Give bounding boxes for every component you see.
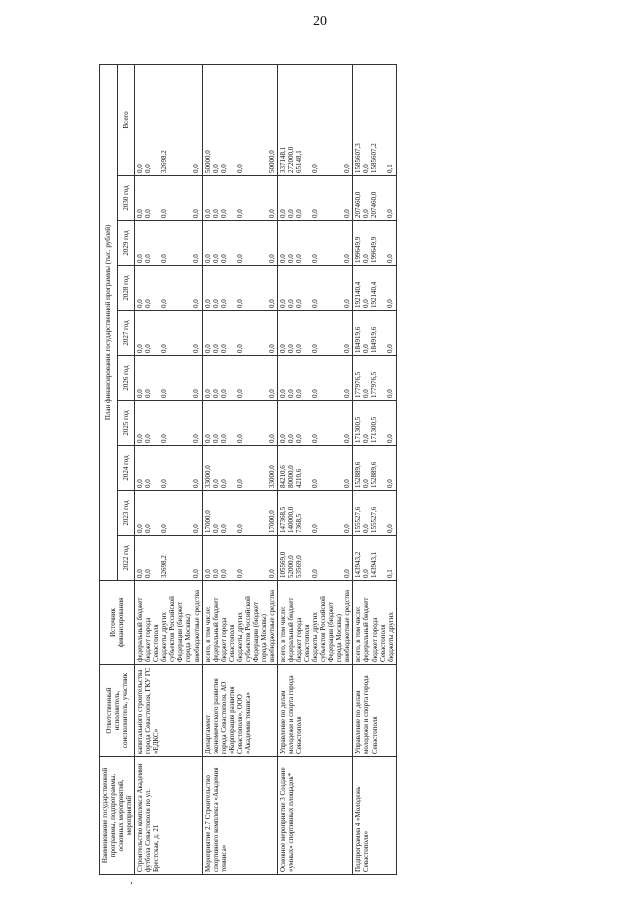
- source-line: бюджеты других: [386, 612, 395, 662]
- amount-value: 0,0: [211, 434, 220, 443]
- amount-value: 0,0: [192, 344, 201, 353]
- amount-value: 0,0: [294, 434, 303, 443]
- year-value-cell: [353, 491, 396, 536]
- source-cell: [202, 581, 277, 665]
- amount-value: 0,0: [267, 299, 276, 308]
- total-cell: [135, 64, 202, 175]
- source-line: бюджет города Севастополя: [144, 617, 161, 662]
- amount-value: 0,0: [235, 479, 244, 488]
- amount-value: 0,0: [219, 569, 228, 578]
- total-cell: [277, 64, 352, 175]
- amount-value: 0,0: [192, 299, 201, 308]
- amount-value: 0,0: [310, 299, 319, 308]
- amount-value: 0,0: [342, 209, 351, 218]
- amount-value: 33000,0: [267, 465, 276, 488]
- amount-value: 0,0: [203, 209, 212, 218]
- amount-value: 0,0: [362, 344, 371, 353]
- header-name: Наименование государственной программы, подпрограммы, основных мероприятий, мероприятий: [100, 757, 135, 875]
- source-line: всего, в том числе:: [278, 606, 287, 662]
- year-value-cell: [277, 491, 352, 536]
- amount-value: 0,0: [203, 344, 212, 353]
- amount-value: 0,0: [192, 479, 201, 488]
- amount-value: 0,0: [219, 344, 228, 353]
- amount-value: 0,0: [286, 254, 295, 263]
- header-plan: План финансирования государственной программы (тыс. рублей): [100, 64, 118, 580]
- amount-value: 0,0: [267, 434, 276, 443]
- amount-value: 0,0: [144, 524, 153, 533]
- amount-value: 0,0: [219, 479, 228, 488]
- amount-value: 192140,4: [370, 281, 379, 308]
- amount-value: 0,0: [160, 434, 169, 443]
- amount-value: 199649,9: [354, 236, 363, 263]
- amount-value: 207460,0: [354, 191, 363, 218]
- amount-value: 0,0: [267, 209, 276, 218]
- header-year: 2022 год: [117, 536, 135, 581]
- amount-value: 0,0: [286, 299, 295, 308]
- amount-value: 0,0: [235, 434, 244, 443]
- amount-value: 0,0: [192, 434, 201, 443]
- amount-value: 0,0: [386, 209, 395, 218]
- amount-value: 0,0: [342, 389, 351, 398]
- amount-value: 177976,5: [370, 371, 379, 398]
- amount-value: 0,0: [310, 569, 319, 578]
- amount-value: 0,0: [342, 434, 351, 443]
- amount-value: 4210,6: [294, 468, 303, 488]
- amount-value: 0,0: [278, 209, 287, 218]
- amount-value: 152889,6: [370, 461, 379, 488]
- margin-mark: ʻ: [130, 880, 133, 890]
- header-year: 2029 год: [117, 221, 135, 266]
- year-value-cell: [277, 311, 352, 356]
- amount-value: 143943,2: [354, 551, 363, 578]
- amount-value: 33000,0: [203, 465, 212, 488]
- source-line: внебюджетные средства: [267, 589, 276, 662]
- amount-value: 0,0: [144, 164, 153, 173]
- amount-value: 1585607,3: [354, 143, 363, 173]
- amount-value: 0,0: [278, 389, 287, 398]
- header-year: 2028 год: [117, 266, 135, 311]
- year-value-cell: [277, 176, 352, 221]
- amount-value: 0,0: [211, 569, 220, 578]
- year-value-cell: [135, 536, 202, 581]
- amount-value: 0,0: [310, 389, 319, 398]
- amount-value: 0,0: [144, 569, 153, 578]
- amount-value: 32698,2: [160, 150, 169, 173]
- amount-value: 80000,0: [286, 465, 295, 488]
- total-cell: [202, 64, 277, 175]
- year-value-cell: [202, 311, 277, 356]
- amount-value: 155527,6: [354, 506, 363, 533]
- year-value-cell: [135, 356, 202, 401]
- year-value-cell: [202, 266, 277, 311]
- source-line: федеральный бюджет: [362, 597, 371, 662]
- amount-value: 0,0: [278, 254, 287, 263]
- amount-value: 0,0: [235, 254, 244, 263]
- amount-value: 0,0: [286, 434, 295, 443]
- table-row: [353, 64, 396, 874]
- source-line: бюджет города Севастополя: [219, 617, 236, 662]
- amount-value: 0,0: [160, 299, 169, 308]
- executor-cell: капитального строительства города Севастополя, ГКУ ГС «ЕДКС»: [135, 665, 202, 757]
- source-line: федеральный бюджет: [211, 597, 220, 662]
- amount-value: 17000,0: [203, 510, 212, 533]
- amount-value: 143943,1: [370, 551, 379, 578]
- amount-value: 177976,5: [354, 371, 363, 398]
- year-value-cell: [277, 401, 352, 446]
- amount-value: 0,0: [144, 299, 153, 308]
- year-value-cell: [202, 401, 277, 446]
- amount-value: 17000,0: [267, 510, 276, 533]
- amount-value: 50000,0: [267, 150, 276, 173]
- amount-value: 0,0: [235, 389, 244, 398]
- amount-value: 0,0: [203, 569, 212, 578]
- amount-value: 0,0: [267, 344, 276, 353]
- header-year: 2030 год: [117, 176, 135, 221]
- amount-value: 0,0: [211, 299, 220, 308]
- header-year: 2026 год: [117, 356, 135, 401]
- amount-value: 0,0: [144, 209, 153, 218]
- amount-value: 0,0: [362, 434, 371, 443]
- rotated-table-container: [99, 65, 640, 875]
- amount-value: 0,0: [362, 299, 371, 308]
- year-value-cell: [353, 266, 396, 311]
- amount-value: 272000,0: [286, 146, 295, 173]
- amount-value: 0,0: [136, 254, 145, 263]
- amount-value: 0,0: [192, 569, 201, 578]
- table-row: [202, 64, 277, 874]
- amount-value: 0,0: [386, 389, 395, 398]
- source-line: внебюджетные средства: [343, 589, 352, 662]
- amount-value: 0,0: [310, 479, 319, 488]
- amount-value: 0,0: [342, 524, 351, 533]
- amount-value: 50000,0: [203, 150, 212, 173]
- amount-value: 0,0: [160, 254, 169, 263]
- amount-value: 0,0: [192, 209, 201, 218]
- amount-value: 0,1: [386, 569, 395, 578]
- amount-value: 0,0: [342, 164, 351, 173]
- amount-value: 0,0: [294, 344, 303, 353]
- amount-value: 0,0: [136, 209, 145, 218]
- amount-value: 192140,4: [354, 281, 363, 308]
- amount-value: 0,0: [192, 254, 201, 263]
- amount-value: 0,0: [342, 569, 351, 578]
- amount-value: 1585607,2: [370, 143, 379, 173]
- year-value-cell: [353, 176, 396, 221]
- amount-value: 0,0: [362, 524, 371, 533]
- source-cell: [277, 581, 352, 665]
- amount-value: 0,0: [310, 344, 319, 353]
- amount-value: 105569,0: [278, 551, 287, 578]
- program-name-cell: Строительство комплекса Академии футбола Севастополя по ул. Брестская, д. 21: [135, 757, 202, 875]
- amount-value: 155527,6: [370, 506, 379, 533]
- year-value-cell: [202, 221, 277, 266]
- amount-value: 0,0: [144, 479, 153, 488]
- year-value-cell: [277, 536, 352, 581]
- header-year: 2027 год: [117, 311, 135, 356]
- amount-value: 0,0: [362, 389, 371, 398]
- year-value-cell: [277, 356, 352, 401]
- year-value-cell: [277, 266, 352, 311]
- source-line: внебюджетные средства: [192, 589, 201, 662]
- amount-value: 0,0: [267, 569, 276, 578]
- amount-value: 0,0: [160, 344, 169, 353]
- header-total: Всего: [117, 64, 135, 175]
- amount-value: 7368,5: [294, 513, 303, 533]
- amount-value: 0,0: [294, 299, 303, 308]
- amount-value: 0,0: [342, 299, 351, 308]
- executor-cell: Управление по делам молодежи и спорта города Севастополя: [353, 665, 396, 757]
- amount-value: 0,0: [211, 389, 220, 398]
- amount-value: 0,0: [211, 479, 220, 488]
- amount-value: 0,0: [136, 434, 145, 443]
- amount-value: 0,0: [362, 569, 371, 578]
- amount-value: 84210,6: [278, 465, 287, 488]
- year-value-cell: [353, 221, 396, 266]
- amount-value: 0,0: [278, 434, 287, 443]
- amount-value: 0,0: [136, 164, 145, 173]
- year-value-cell: [135, 176, 202, 221]
- amount-value: 0,0: [144, 254, 153, 263]
- amount-value: 0,0: [386, 524, 395, 533]
- amount-value: 0,0: [362, 254, 371, 263]
- amount-value: 0,0: [235, 299, 244, 308]
- amount-value: 207460,0: [370, 191, 379, 218]
- source-line: всего, в том числе:: [354, 606, 363, 662]
- amount-value: 0,0: [144, 434, 153, 443]
- year-value-cell: [202, 176, 277, 221]
- year-value-cell: [277, 221, 352, 266]
- executor-cell: Департамент экономического развития города Севастополя, АО «Корпорация развития Севастополя», ООО «Академия тенниса»: [202, 665, 277, 757]
- year-value-cell: [135, 446, 202, 491]
- year-value-cell: [353, 536, 396, 581]
- year-value-cell: [353, 356, 396, 401]
- amount-value: 0,0: [235, 164, 244, 173]
- source-cell: [135, 581, 202, 665]
- header-source: Источник финансирования: [100, 581, 135, 665]
- source-line: бюджеты других субъектов Российской Федерации (бюджет города Москвы): [235, 596, 268, 662]
- amount-value: 0,0: [310, 209, 319, 218]
- amount-value: 0,0: [192, 164, 201, 173]
- year-value-cell: [202, 446, 277, 491]
- amount-value: 0,0: [203, 389, 212, 398]
- amount-value: 0,0: [386, 479, 395, 488]
- amount-value: 0,0: [386, 344, 395, 353]
- amount-value: 0,0: [267, 389, 276, 398]
- amount-value: 0,0: [294, 254, 303, 263]
- amount-value: 0,0: [160, 524, 169, 533]
- source-line: бюджеты других субъектов Российской Федерации (бюджет города Москвы): [311, 596, 344, 662]
- amount-value: 0,0: [211, 524, 220, 533]
- amount-value: 0,0: [160, 209, 169, 218]
- amount-value: 0,0: [211, 209, 220, 218]
- year-value-cell: [202, 491, 277, 536]
- amount-value: 0,0: [310, 434, 319, 443]
- amount-value: 53569,0: [294, 555, 303, 578]
- page-number: 20: [313, 14, 327, 29]
- amount-value: 184919,6: [354, 326, 363, 353]
- year-value-cell: [135, 491, 202, 536]
- amount-value: 0,0: [235, 344, 244, 353]
- amount-value: 0,0: [144, 344, 153, 353]
- amount-value: 0,0: [219, 254, 228, 263]
- amount-value: 0,0: [362, 479, 371, 488]
- source-line: всего, в том числе:: [203, 606, 212, 662]
- program-name-cell: Подпрограмма 4 «Молодежь Севастополя»: [353, 757, 396, 875]
- amount-value: 0,0: [160, 389, 169, 398]
- amount-value: 0,0: [136, 344, 145, 353]
- amount-value: 0,0: [136, 389, 145, 398]
- amount-value: 0,0: [286, 344, 295, 353]
- year-value-cell: [135, 266, 202, 311]
- amount-value: 184919,6: [370, 326, 379, 353]
- amount-value: 0,0: [219, 209, 228, 218]
- amount-value: 0,0: [219, 389, 228, 398]
- year-value-cell: [202, 356, 277, 401]
- program-name-cell: Основное мероприятие 3 Создание «умных» спортивных площадок*: [277, 757, 352, 875]
- amount-value: 52000,0: [286, 555, 295, 578]
- source-line: бюджет города Севастополя: [295, 617, 312, 662]
- table-row: [277, 64, 352, 874]
- amount-value: 0,0: [235, 569, 244, 578]
- year-value-cell: [202, 536, 277, 581]
- year-value-cell: [353, 446, 396, 491]
- year-value-cell: [353, 311, 396, 356]
- amount-value: 0,0: [144, 389, 153, 398]
- amount-value: 0,0: [211, 344, 220, 353]
- amount-value: 0,0: [294, 389, 303, 398]
- amount-value: 0,0: [294, 209, 303, 218]
- program-name-cell: Мероприятие 2.7 Строительство спортивного комплекса «Академия тенниса»: [202, 757, 277, 875]
- amount-value: 0,0: [136, 524, 145, 533]
- amount-value: 0,0: [286, 389, 295, 398]
- amount-value: 0,0: [342, 254, 351, 263]
- amount-value: 0,0: [136, 479, 145, 488]
- amount-value: 171300,5: [370, 416, 379, 443]
- financing-table: [99, 64, 397, 875]
- amount-value: 0,0: [267, 254, 276, 263]
- table-row: [135, 64, 202, 874]
- amount-value: 0,0: [310, 254, 319, 263]
- amount-value: 0,0: [278, 344, 287, 353]
- year-value-cell: [135, 311, 202, 356]
- amount-value: 0,0: [192, 389, 201, 398]
- total-cell: [353, 64, 396, 175]
- amount-value: 0,0: [362, 164, 371, 173]
- source-line: федеральный бюджет: [136, 597, 145, 662]
- amount-value: 0,0: [219, 524, 228, 533]
- source-line: бюджет города Севастополя: [370, 617, 387, 662]
- header-year: 2025 год: [117, 401, 135, 446]
- amount-value: 147368,5: [278, 506, 287, 533]
- year-value-cell: [135, 221, 202, 266]
- amount-value: 0,0: [235, 524, 244, 533]
- amount-value: 0,0: [235, 209, 244, 218]
- amount-value: 0,0: [286, 209, 295, 218]
- amount-value: 152889,6: [354, 461, 363, 488]
- source-cell: [353, 581, 396, 665]
- executor-cell: Управление по делам молодежи и спорта города Севастополя: [277, 665, 352, 757]
- amount-value: 0,0: [203, 434, 212, 443]
- amount-value: 65148,1: [294, 150, 303, 173]
- amount-value: 0,0: [342, 344, 351, 353]
- amount-value: 0,0: [192, 524, 201, 533]
- amount-value: 0,0: [386, 434, 395, 443]
- amount-value: 0,0: [310, 164, 319, 173]
- amount-value: 0,0: [342, 479, 351, 488]
- amount-value: 140000,0: [286, 506, 295, 533]
- amount-value: 0,1: [386, 164, 395, 173]
- amount-value: 0,0: [160, 479, 169, 488]
- header-year: 2023 год: [117, 491, 135, 536]
- amount-value: 0,0: [278, 299, 287, 308]
- amount-value: 0,0: [362, 209, 371, 218]
- amount-value: 0,0: [136, 299, 145, 308]
- amount-value: 0,0: [219, 434, 228, 443]
- amount-value: 0,0: [136, 569, 145, 578]
- amount-value: 0,0: [386, 254, 395, 263]
- amount-value: 199649,9: [370, 236, 379, 263]
- amount-value: 0,0: [386, 299, 395, 308]
- amount-value: 0,0: [203, 254, 212, 263]
- year-value-cell: [277, 446, 352, 491]
- amount-value: 171300,5: [354, 416, 363, 443]
- amount-value: 0,0: [211, 164, 220, 173]
- header-year: 2024 год: [117, 446, 135, 491]
- header-executor: Ответственный исполнитель, соисполнитель, участник: [100, 665, 135, 757]
- amount-value: 0,0: [211, 254, 220, 263]
- amount-value: 0,0: [310, 524, 319, 533]
- year-value-cell: [353, 401, 396, 446]
- amount-value: 32698,2: [160, 555, 169, 578]
- source-line: федеральный бюджет: [287, 597, 296, 662]
- source-line: бюджеты других субъектов Российской Федерации (бюджет города Москвы): [160, 596, 193, 662]
- amount-value: 0,0: [219, 299, 228, 308]
- amount-value: 337148,1: [278, 146, 287, 173]
- amount-value: 0,0: [203, 299, 212, 308]
- amount-value: 0,0: [219, 164, 228, 173]
- year-value-cell: [135, 401, 202, 446]
